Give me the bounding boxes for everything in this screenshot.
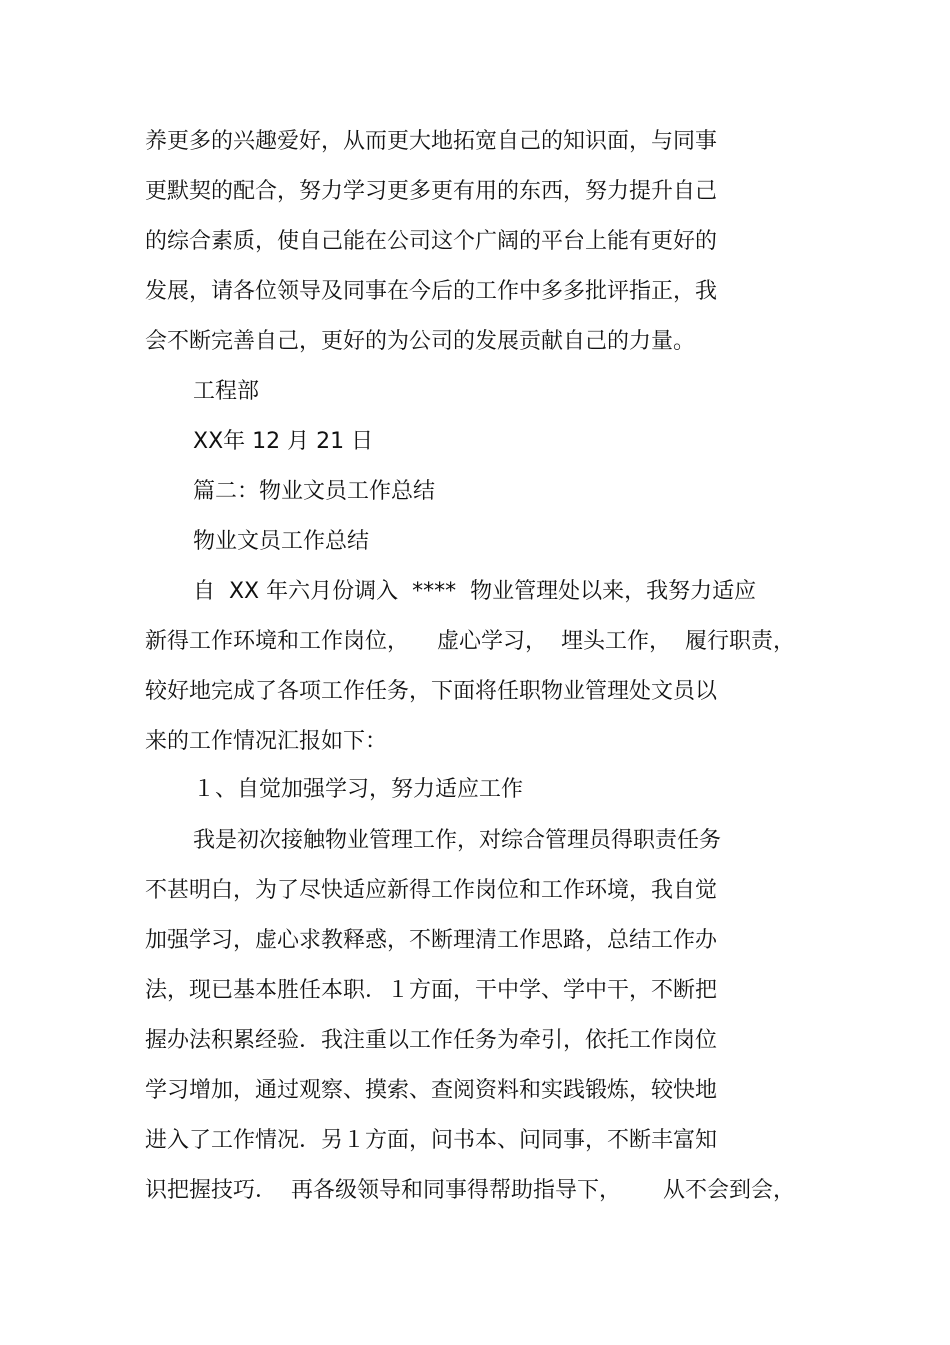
- text-line: 不甚明白，为了尽快适应新得工作岗位和工作环境，我自觉: [145, 878, 718, 903]
- text-line: 养更多的兴趣爱好，从而更大地拓宽自己的知识面，与同事: [145, 129, 718, 154]
- text-line: 识把握技巧． 再各级领导和同事得帮助指导下， 从不会到会，: [145, 1178, 795, 1203]
- text-line: 学习增加，通过观察、摸索、查阅资料和实践锻炼，较快地: [145, 1078, 718, 1103]
- text-line: 会不断完善自己，更好的为公司的发展贡献自己的力量。: [145, 329, 696, 354]
- section-heading: 篇二：物业文员工作总结: [193, 479, 436, 504]
- text-line: 我是初次接触物业管理工作，对综合管理员得职责任务: [193, 828, 722, 853]
- department-signature: 工程部: [193, 379, 260, 404]
- text-line: 加强学习，虚心求教释惑，不断理清工作思路，总结工作办: [145, 928, 718, 953]
- text-line: 握办法积累经验．我注重以工作任务为牵引，依托工作岗位: [145, 1028, 718, 1053]
- document-title: 物业文员工作总结: [193, 529, 370, 554]
- text-line: 更默契的配合，努力学习更多更有用的东西，努力提升自己: [145, 179, 718, 204]
- text-line: 法，现已基本胜任本职．１方面，干中学、学中干，不断把: [145, 978, 718, 1003]
- text-line: 新得工作环境和工作岗位， 虚心学习， 埋头工作， 履行职责，: [145, 629, 795, 654]
- text-line: 进入了工作情况．另１方面，问书本、问同事，不断丰富知: [145, 1128, 718, 1153]
- signature-date: XX年 12 月 21 日: [193, 429, 374, 454]
- text-line: 发展，请各位领导及同事在今后的工作中多多批评指正，我: [145, 279, 718, 304]
- subsection-heading: １、自觉加强学习，努力适应工作: [193, 777, 524, 802]
- text-line: 来的工作情况汇报如下：: [145, 729, 388, 754]
- text-line: 的综合素质，使自己能在公司这个广阔的平台上能有更好的: [145, 229, 718, 254]
- text-line: 较好地完成了各项工作任务，下面将任职物业管理处文员以: [145, 679, 718, 704]
- text-line: 自 XX 年六月份调入 **** 物业管理处以来，我努力适应: [193, 579, 757, 604]
